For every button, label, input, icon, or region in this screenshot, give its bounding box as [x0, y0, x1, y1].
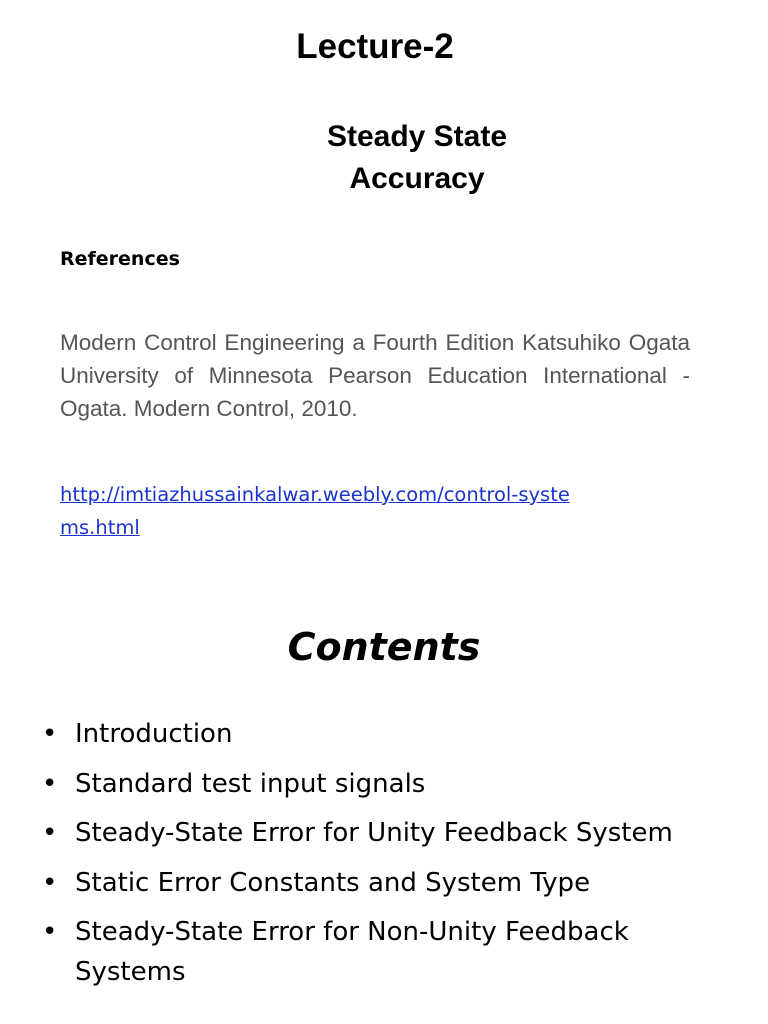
contents-item-unity-feedback	[40, 813, 740, 853]
lecture-title: Lecture-2	[296, 27, 454, 66]
bullet-icon: •	[42, 867, 58, 898]
bullet-icon: •	[42, 917, 58, 947]
bullet-icon: •	[42, 818, 58, 848]
reference-citation: Modern Control Engineering a Fourth Edition Katsuhiko Ogata University of Minnesota Pearson Education International - Ogata. Modern Control, 2010.	[60, 330, 690, 421]
lecture-subtitle: Steady State Accuracy	[326, 120, 508, 195]
contents-heading: Contents	[287, 625, 481, 669]
contents-item-label: Static Error Constants and System Type	[75, 867, 591, 898]
contents-item-introduction	[40, 714, 740, 754]
reference-link[interactable]: http://imtiazhussainkalwar.weebly.com/control-systems.html	[60, 483, 570, 539]
contents-item-label: Steady-State Error for Unity Feedback System	[75, 818, 673, 848]
contents-item-label: Introduction	[75, 719, 233, 749]
contents-item-error-constants	[40, 863, 740, 903]
bullet-icon: •	[42, 768, 58, 799]
bullet-icon: •	[42, 719, 58, 749]
contents-item-label: Steady-State Error for Non-Unity Feedback Systems	[75, 917, 629, 987]
contents-item-label: Standard test input signals	[75, 768, 426, 799]
references-heading: References	[60, 248, 180, 270]
contents-item-non-unity-feedback	[40, 912, 740, 992]
contents-item-test-signals	[40, 764, 740, 804]
contents-list	[40, 714, 740, 1002]
